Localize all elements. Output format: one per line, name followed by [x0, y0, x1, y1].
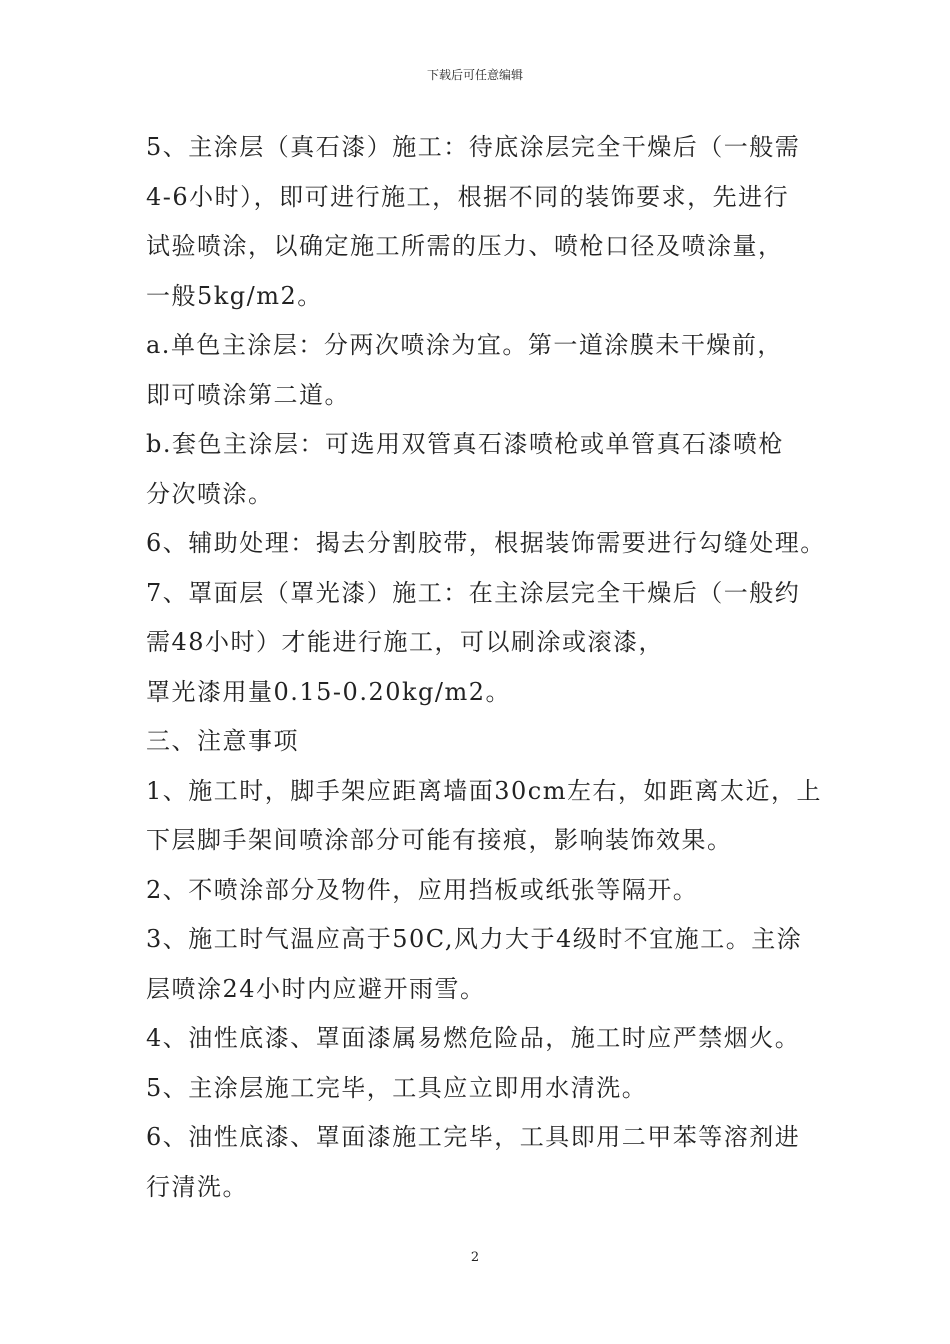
text-line: 罩光漆用量0.15-0.20kg/m2。 — [146, 677, 512, 706]
section-heading: 三、注意事项 — [146, 727, 299, 755]
text-line: 试验喷涂，以确定施工所需的压力、喷枪口径及喷涂量， — [146, 232, 784, 260]
header-note: 下载后可任意编辑 — [426, 68, 523, 82]
text-line: 即可喷涂第二道。 — [146, 380, 350, 409]
text-line: 5、主涂层（真石漆）施工：待底涂层完全干燥后（一般需 — [146, 133, 801, 161]
text-line: 下层脚手架间喷涂部分可能有接痕，影响装饰效果。 — [146, 826, 733, 854]
text-line: 6、辅助处理：揭去分割胶带，根据装饰需要进行勾缝处理。 — [146, 529, 826, 557]
text-line: 6、油性底漆、罩面漆施工完毕，工具即用二甲苯等溶剂进 — [146, 1123, 801, 1151]
text-line: 层喷涂24小时内应避开雨雪。 — [146, 974, 486, 1003]
body-text — [146, 132, 826, 1221]
text-line: 2、不喷涂部分及物件，应用挡板或纸张等隔开。 — [146, 875, 699, 904]
text-line: 1、施工时，脚手架应距离墙面30cm左右，如距离太近，上 — [146, 776, 823, 805]
text-line: 7、罩面层（罩光漆）施工：在主涂层完全干燥后（一般约 — [146, 578, 801, 607]
text-line: 4、油性底漆、罩面漆属易燃危险品，施工时应严禁烟火。 — [146, 1024, 801, 1052]
text-line: 3、施工时气温应高于50C,风力大于4级时不宜施工。主涂 — [146, 925, 803, 953]
text-line: 需48小时）才能进行施工，可以刷涂或滚漆， — [146, 628, 665, 656]
text-line: 5、主涂层施工完毕，工具应立即用水清洗。 — [146, 1073, 648, 1102]
text-line: 分次喷涂。 — [146, 479, 274, 508]
page-number: 2 — [470, 1250, 480, 1265]
text-line: b.套色主涂层：可选用双管真石漆喷枪或单管真石漆喷枪 — [146, 430, 784, 458]
text-line: 行清洗。 — [146, 1172, 248, 1201]
text-line: 一般5kg/m2。 — [146, 281, 323, 310]
text-line: 4-6小时），即可进行施工，根据不同的装饰要求，先进行 — [146, 182, 790, 211]
text-line: a.单色主涂层：分两次喷涂为宜。第一道涂膜未干燥前， — [146, 331, 783, 359]
